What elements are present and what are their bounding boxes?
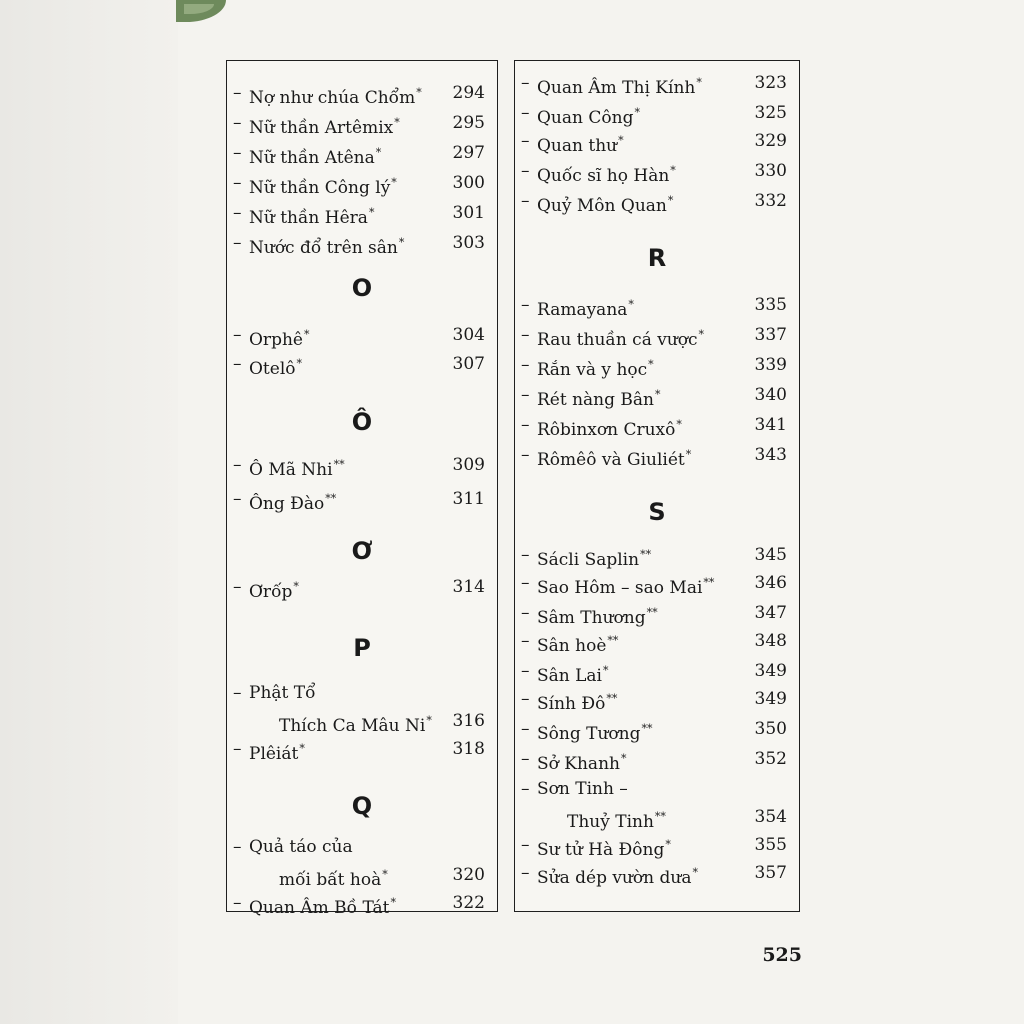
entry-dash: –: [233, 173, 242, 193]
section-letter: O: [351, 274, 373, 302]
index-entry: [515, 831, 799, 859]
entry-title-text: Sửa dép vườn dưa: [537, 868, 692, 888]
entry-page-number: 350: [754, 719, 787, 739]
entry-title: [537, 569, 714, 602]
section-letter: Q: [351, 792, 373, 820]
entry-dash: –: [233, 203, 242, 223]
entry-page-number: 355: [754, 835, 787, 855]
entry-dash: –: [233, 837, 242, 857]
entry-title: [249, 79, 422, 112]
entry-page-number: 303: [452, 233, 485, 253]
entry-dash: –: [521, 835, 530, 855]
entry-mark: **: [640, 548, 652, 561]
entry-mark: *: [368, 206, 375, 219]
index-column-left: [226, 60, 498, 918]
entry-title: [537, 627, 618, 660]
entry-mark: *: [293, 580, 299, 593]
entry-dash: –: [521, 545, 530, 565]
index-entry: [515, 441, 799, 469]
entry-title-text: Quan Âm Bồ Tát: [249, 898, 390, 918]
entry-title-text: Nợ như chúa Chổm: [249, 88, 416, 108]
entry-title-text: Quan Âm Thị Kính: [537, 78, 696, 98]
entry-mark: **: [607, 634, 619, 647]
entry-title-text: Rau thuần cá vược: [537, 330, 698, 350]
entry-page-number: 307: [452, 354, 485, 374]
index-entry-continuation: [227, 707, 497, 735]
entry-dash: –: [233, 354, 242, 374]
entry-dash: –: [521, 325, 530, 345]
entry-title-text: Sông Tương: [537, 724, 641, 744]
entry-title: [249, 573, 299, 606]
index-entry: [515, 291, 799, 319]
entry-title-text: Rắn và y học: [537, 360, 648, 380]
entry-title: [537, 291, 634, 324]
entry-title: [249, 169, 397, 202]
leaf-decoration: [176, 0, 226, 22]
entry-title: [537, 859, 698, 892]
entry-mark: *: [303, 328, 310, 341]
entry-title-text: Nữ thần Atêna: [249, 148, 375, 168]
entry-title-text: Rôbinxơn Cruxô: [537, 420, 676, 440]
entry-dash: –: [521, 445, 530, 465]
entry-page-number: 325: [754, 103, 787, 123]
entry-title-text: Sân Lai: [537, 666, 602, 686]
index-entry: [515, 859, 799, 887]
entry-title: [537, 351, 654, 384]
entry-dash: –: [521, 863, 530, 883]
entry-title-text: Ơrốp: [249, 582, 293, 602]
entry-title-text: Phật Tổ: [249, 683, 316, 703]
entry-title: [537, 381, 661, 414]
index-entry: [227, 889, 497, 917]
entry-mark: *: [416, 86, 422, 99]
entry-title: [249, 109, 400, 142]
entry-dash: –: [233, 83, 242, 103]
entry-dash: –: [521, 415, 530, 435]
entry-title: [537, 157, 676, 190]
entry-mark: *: [685, 448, 692, 461]
entry-title: [537, 775, 628, 803]
index-entry: [515, 657, 799, 685]
entry-title-text: Nước đổ trên sân: [249, 238, 398, 258]
entry-page-number: 314: [452, 577, 485, 597]
section-letter: P: [353, 634, 371, 662]
entry-page-number: 318: [452, 739, 485, 759]
entry-page-number: 294: [452, 83, 485, 103]
section-letter: Ô: [351, 408, 373, 436]
index-entry: [227, 485, 497, 513]
entry-page-number: 300: [452, 173, 485, 193]
entry-title-text: Nữ thần Hêra: [249, 208, 368, 228]
entry-title-text: Sâm Thương: [537, 608, 646, 628]
index-entry: [515, 127, 799, 155]
section-letter: Ơ: [351, 537, 373, 565]
entry-page-number: 343: [754, 445, 787, 465]
entry-title: [537, 715, 652, 748]
index-column-right: [514, 60, 800, 912]
entry-dash: –: [521, 191, 530, 211]
entry-mark: *: [618, 134, 624, 147]
index-entry: [227, 679, 497, 707]
index-entry: [227, 573, 497, 601]
index-entry: [227, 199, 497, 227]
entry-title: [249, 451, 345, 484]
entry-page-number: 309: [452, 455, 485, 475]
entry-page-number: 297: [452, 143, 485, 163]
index-entry: [515, 69, 799, 97]
entry-title: [249, 229, 404, 262]
entry-page-number: 329: [754, 131, 787, 151]
entry-title-text: Rômêô và Giuliét: [537, 450, 685, 470]
entry-title: [249, 350, 302, 383]
entry-mark: *: [692, 866, 698, 879]
entry-dash: –: [521, 631, 530, 651]
entry-title: [249, 889, 396, 922]
index-entry: [515, 411, 799, 439]
entry-dash: –: [521, 749, 530, 769]
entry-mark: *: [698, 328, 705, 341]
entry-mark: **: [606, 692, 618, 705]
entry-title-text: Plêiát: [249, 744, 299, 764]
index-entry: [227, 169, 497, 197]
entry-page-number: 340: [754, 385, 787, 405]
entry-mark: *: [603, 664, 609, 677]
index-entry: [227, 229, 497, 257]
entry-title-text: Quả táo của: [249, 837, 353, 857]
entry-dash: –: [233, 113, 242, 133]
entry-mark: *: [676, 418, 682, 431]
entry-dash: –: [521, 73, 530, 93]
entry-title: [249, 139, 381, 172]
entry-page-number: 349: [754, 661, 787, 681]
entry-page-number: 330: [754, 161, 787, 181]
entry-page-number: 304: [452, 325, 485, 345]
entry-title-text: Ô Mã Nhi: [249, 460, 333, 480]
entry-dash: –: [521, 779, 530, 799]
entry-page-number: 347: [754, 603, 787, 623]
index-entry: [227, 109, 497, 137]
entry-page-number: 301: [452, 203, 485, 223]
entry-page-number: 345: [754, 545, 787, 565]
entry-dash: –: [521, 131, 530, 151]
index-entry: [227, 451, 497, 479]
entry-title: [537, 745, 626, 778]
entry-mark: *: [634, 106, 640, 119]
entry-page-number: 323: [754, 73, 787, 93]
entry-page-number: 332: [754, 191, 787, 211]
entry-mark: **: [646, 606, 658, 619]
entry-mark: *: [375, 146, 382, 159]
entry-mark: *: [628, 298, 634, 311]
entry-page-number: 322: [452, 893, 485, 913]
entry-dash: –: [521, 295, 530, 315]
index-entry: [515, 627, 799, 655]
entry-page-number: 337: [754, 325, 787, 345]
entry-dash: –: [233, 893, 242, 913]
index-entry: [515, 187, 799, 215]
entry-title-text: Orphê: [249, 330, 303, 350]
entry-title: [249, 485, 336, 518]
entry-dash: –: [521, 661, 530, 681]
entry-dash: –: [233, 325, 242, 345]
entry-dash: –: [521, 161, 530, 181]
entry-mark: *: [665, 838, 671, 851]
index-entry: [515, 381, 799, 409]
entry-mark: *: [390, 896, 396, 909]
entry-page-number: 295: [452, 113, 485, 133]
entry-title-text: Sơn Tinh –: [537, 779, 628, 799]
entry-page-number: 316: [452, 711, 485, 731]
index-entry: [227, 735, 497, 763]
entry-dash: –: [233, 143, 242, 163]
index-entry: [515, 775, 799, 803]
entry-title: [537, 127, 624, 160]
entry-title: [537, 321, 704, 354]
entry-title: [249, 199, 374, 232]
index-entry-continuation: [515, 803, 799, 831]
entry-title-text: Quan Công: [537, 108, 634, 128]
index-entry: [227, 79, 497, 107]
entry-title-text: Nữ thần Artêmix: [249, 118, 394, 138]
entry-mark: **: [333, 458, 345, 471]
entry-title-text: Rét nàng Bân: [537, 390, 654, 410]
section-letter: S: [648, 498, 666, 526]
entry-page-number: 320: [452, 865, 485, 885]
entry-title-text: Ông Đào: [249, 494, 325, 514]
index-entry: [227, 350, 497, 378]
entry-mark: **: [325, 492, 337, 505]
page-gutter-shadow: [0, 0, 178, 1024]
index-entry: [515, 685, 799, 713]
index-entry: [515, 569, 799, 597]
entry-dash: –: [233, 683, 242, 703]
index-entry: [515, 745, 799, 773]
entry-title: [537, 441, 691, 474]
entry-page-number: 349: [754, 689, 787, 709]
entry-title-text: Sư tử Hà Đông: [537, 840, 665, 860]
entry-page-number: 339: [754, 355, 787, 375]
entry-page-number: 335: [754, 295, 787, 315]
entry-dash: –: [521, 355, 530, 375]
entry-title-text: Sân hoè: [537, 636, 607, 656]
entry-mark: *: [382, 868, 388, 881]
index-entry: [515, 351, 799, 379]
entry-page-number: 348: [754, 631, 787, 651]
entry-page-number: 341: [754, 415, 787, 435]
index-entry: [515, 99, 799, 127]
page-number: 525: [762, 944, 802, 966]
entry-dash: –: [521, 689, 530, 709]
entry-title-text: Thích Ca Mâu Ni: [279, 716, 426, 736]
entry-page-number: 346: [754, 573, 787, 593]
entry-title-text: Sở Khanh: [537, 754, 620, 774]
entry-title: [249, 679, 316, 707]
entry-title-text: Ramayana: [537, 300, 628, 320]
index-entry: [515, 321, 799, 349]
entry-page-number: 354: [754, 807, 787, 827]
entry-dash: –: [233, 739, 242, 759]
entry-dash: –: [521, 719, 530, 739]
section-letter: R: [647, 244, 667, 272]
index-entry-continuation: [227, 861, 497, 889]
entry-title: [249, 833, 353, 861]
entry-title: [537, 685, 617, 718]
entry-title: [537, 69, 702, 102]
entry-mark: *: [426, 714, 432, 727]
index-entry: [515, 157, 799, 185]
index-entry: [515, 599, 799, 627]
entry-mark: **: [703, 576, 715, 589]
entry-mark: *: [398, 236, 405, 249]
entry-title-text: mối bất hoà: [279, 870, 382, 890]
index-entry: [227, 321, 497, 349]
entry-title: [537, 187, 673, 220]
entry-dash: –: [521, 573, 530, 593]
entry-mark: **: [654, 810, 666, 823]
entry-dash: –: [233, 489, 242, 509]
index-entry: [515, 541, 799, 569]
entry-title-text: Sính Đô: [537, 694, 606, 714]
index-entry: [227, 833, 497, 861]
entry-page-number: 352: [754, 749, 787, 769]
entry-mark: *: [296, 357, 303, 370]
index-entry: [515, 715, 799, 743]
entry-title: [537, 411, 682, 444]
index-entry: [227, 139, 497, 167]
entry-page-number: 311: [452, 489, 485, 509]
entry-mark: *: [299, 742, 305, 755]
entry-dash: –: [521, 385, 530, 405]
entry-mark: *: [391, 176, 397, 189]
entry-title-text: Quốc sĩ họ Hàn: [537, 166, 670, 186]
entry-dash: –: [233, 233, 242, 253]
entry-title-text: Quan thư: [537, 136, 618, 156]
entry-mark: *: [667, 194, 674, 207]
entry-title-text: Otelô: [249, 359, 296, 379]
entry-title-text: Sao Hôm – sao Mai: [537, 578, 703, 598]
entry-mark: *: [620, 752, 627, 765]
entry-mark: *: [670, 164, 676, 177]
entry-page-number: 357: [754, 863, 787, 883]
entry-dash: –: [233, 455, 242, 475]
entry-title-text: Nữ thần Công lý: [249, 178, 391, 198]
entry-title-text: Quỷ Môn Quan: [537, 196, 667, 216]
entry-title-text: Sácli Saplin: [537, 550, 640, 570]
entry-mark: *: [655, 388, 661, 401]
entry-title-text: Thuỷ Tinh: [567, 812, 654, 832]
entry-mark: *: [696, 76, 702, 89]
entry-dash: –: [521, 103, 530, 123]
entry-title: [249, 735, 305, 768]
entry-dash: –: [521, 603, 530, 623]
entry-mark: *: [648, 358, 654, 371]
entry-dash: –: [233, 577, 242, 597]
entry-mark: *: [394, 116, 400, 129]
entry-mark: **: [641, 722, 653, 735]
